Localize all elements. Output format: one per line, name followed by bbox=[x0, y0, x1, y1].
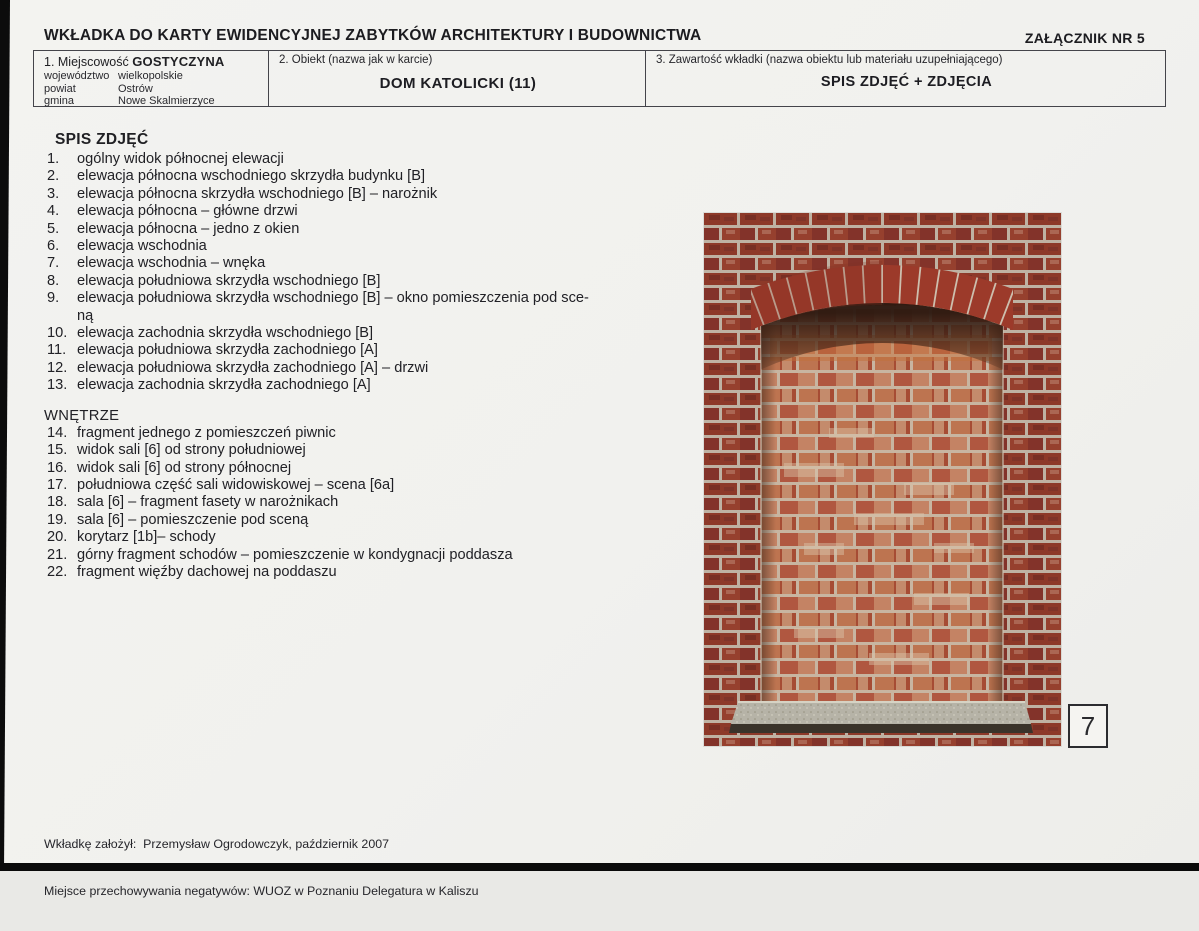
list-item-number: 20. bbox=[47, 529, 68, 546]
photo-brick-niche bbox=[704, 213, 1061, 746]
list-item bbox=[47, 529, 687, 546]
list-item bbox=[47, 273, 687, 290]
list-item-text: ogólny widok północnej elewacji bbox=[77, 151, 284, 167]
list-item-text: południowa część sali widowiskowej – scena [6a] bbox=[77, 476, 395, 493]
list-item-text: widok sali [6] od strony północnej bbox=[77, 459, 292, 476]
info-cell-locality bbox=[34, 51, 269, 106]
district-row bbox=[44, 83, 260, 96]
list-item bbox=[47, 442, 687, 459]
footer-negatives-line: Miejsce przechowywania negatywów: WUOZ w Poznaniu Delegatura w Kaliszu bbox=[44, 883, 479, 898]
list-item bbox=[47, 512, 687, 529]
list-item bbox=[47, 325, 687, 342]
list-item bbox=[47, 238, 687, 255]
wnetrze-heading: WNĘTRZE bbox=[44, 407, 120, 424]
list-item-number: 2. bbox=[47, 168, 60, 185]
list-item bbox=[47, 221, 687, 238]
list-item-text: elewacja wschodnia – wnęka bbox=[77, 255, 266, 272]
object-label: 2. Obiekt (nazwa jak w karcie) bbox=[279, 54, 433, 66]
list-item bbox=[47, 342, 687, 359]
province-label: województwo bbox=[44, 70, 110, 82]
list-item-number: 18. bbox=[47, 494, 68, 511]
list-item-text-wrap: ną bbox=[77, 307, 94, 324]
commune-label: gmina bbox=[44, 95, 74, 108]
object-value: DOM KATOLICKI (11) bbox=[379, 75, 537, 92]
footer-author-line: Wkładkę założył: Przemysław Ogrodowczyk, październik 2007 bbox=[44, 837, 390, 852]
list-item bbox=[47, 151, 687, 168]
province-row bbox=[44, 70, 260, 83]
list-item-number: 15. bbox=[47, 442, 68, 459]
list-item-text: elewacja wschodnia bbox=[77, 238, 207, 255]
locality-label: 1. Miejscowość bbox=[44, 55, 129, 69]
list-item-text: sala [6] – fragment fasety w narożnikach bbox=[77, 494, 339, 511]
list-item-text: elewacja północna – główne drzwi bbox=[77, 203, 298, 220]
photo-index-list bbox=[44, 131, 687, 581]
list-item-number: 12. bbox=[47, 359, 68, 376]
list-item bbox=[47, 377, 687, 394]
list-item bbox=[47, 168, 687, 185]
list-item-text: elewacja zachodnia skrzydła zachodniego [A] bbox=[77, 377, 371, 394]
list-item-text: fragment więźby dachowej na poddaszu bbox=[77, 563, 337, 580]
list-item-number: 6. bbox=[47, 238, 60, 255]
commune-value: Nowe Skalmierzyce bbox=[118, 95, 215, 108]
list-item-text: elewacja południowa skrzydła wschodniego [B] bbox=[77, 272, 381, 289]
niche-brick-wall bbox=[761, 305, 1003, 703]
list-item-text: widok sali [6] od strony południowej bbox=[77, 442, 306, 459]
list-item-number: 3. bbox=[47, 185, 60, 202]
list-item-text: elewacja południowa skrzydła wschodniego [B] – okno pomieszczenia pod sce- bbox=[77, 290, 589, 307]
list-item bbox=[47, 255, 687, 272]
list-item-number: 11. bbox=[47, 342, 67, 359]
list-item-number: 4. bbox=[47, 203, 60, 220]
contents-value: SPIS ZDJĘĆ + ZDJĘCIA bbox=[820, 74, 993, 90]
province-value: wielkopolskie bbox=[118, 70, 183, 82]
scan-edge-left bbox=[0, 0, 10, 871]
stone-sill bbox=[731, 702, 1031, 724]
list-item-number: 19. bbox=[47, 511, 68, 528]
info-cell-object bbox=[269, 51, 646, 106]
page-title: WKŁADKA DO KARTY EWIDENCYJNEJ ZABYTKÓW ARCHITEKTURY I BUDOWNICTWA bbox=[44, 27, 702, 44]
list-item-number: 13. bbox=[47, 377, 68, 394]
list-item-text: sala [6] – pomieszczenie pod sceną bbox=[77, 511, 309, 528]
list-item-number: 10. bbox=[47, 325, 68, 342]
info-cell-contents bbox=[646, 51, 1165, 106]
list-item bbox=[47, 494, 687, 511]
list-item-number: 14. bbox=[47, 424, 68, 441]
list-item bbox=[47, 425, 687, 442]
sill-edge-shadow bbox=[729, 724, 1033, 733]
list-item bbox=[47, 360, 687, 377]
list-item-text: elewacja zachodnia skrzydła wschodniego [B] bbox=[77, 325, 374, 342]
spis-zdjec-heading: SPIS ZDJĘĆ bbox=[55, 131, 149, 148]
photo-number-box bbox=[1068, 704, 1108, 748]
list-item-number: 22. bbox=[47, 563, 68, 580]
list-item-number: 7. bbox=[47, 255, 60, 272]
info-table bbox=[33, 50, 1166, 107]
list-item-text: fragment jednego z pomieszczeń piwnic bbox=[77, 424, 336, 441]
locality-value: GOSTYCZYNA bbox=[132, 54, 225, 69]
brick-niche-illustration bbox=[704, 213, 1061, 746]
district-value: Ostrów bbox=[118, 82, 153, 95]
list-item bbox=[47, 290, 687, 325]
list-item bbox=[47, 564, 687, 581]
list-item-text: elewacja północna skrzydła wschodniego [B] – narożnik bbox=[77, 185, 438, 202]
list-item bbox=[47, 186, 687, 203]
list-item-number: 21. bbox=[47, 546, 68, 563]
list-item-number: 8. bbox=[47, 272, 60, 289]
list-item-text: elewacja południowa skrzydła zachodniego [A] – drzwi bbox=[77, 359, 429, 376]
list-item-text: elewacja północna – jedno z okien bbox=[77, 220, 300, 237]
commune-row bbox=[44, 95, 260, 108]
list-item bbox=[47, 203, 687, 220]
list-item bbox=[47, 547, 687, 564]
district-label: powiat bbox=[44, 82, 76, 95]
list-item-number: 17. bbox=[47, 476, 68, 493]
list-item-number: 16. bbox=[47, 459, 68, 476]
locality-line bbox=[44, 54, 260, 69]
list-item-number: 9. bbox=[47, 290, 60, 307]
list-item-text: górny fragment schodów – pomieszczenie w kondygnacji poddasza bbox=[77, 546, 513, 563]
list-item-text: elewacja północna wschodniego skrzydła budynku [B] bbox=[77, 168, 426, 185]
list-item bbox=[47, 460, 687, 477]
list-item bbox=[47, 477, 687, 494]
photo-number: 7 bbox=[1080, 710, 1096, 741]
attachment-label: ZAŁĄCZNIK NR 5 bbox=[1024, 30, 1145, 46]
contents-label: 3. Zawartość wkładki (nazwa obiektu lub materiału uzupełniającego) bbox=[656, 54, 1003, 66]
footer bbox=[44, 806, 479, 931]
list-item-text: elewacja południowa skrzydła zachodniego [A] bbox=[77, 342, 378, 359]
list-item-number: 1. bbox=[47, 151, 60, 167]
list-item-number: 5. bbox=[47, 220, 60, 237]
list-item-text: korytarz [1b]– schody bbox=[77, 529, 216, 546]
